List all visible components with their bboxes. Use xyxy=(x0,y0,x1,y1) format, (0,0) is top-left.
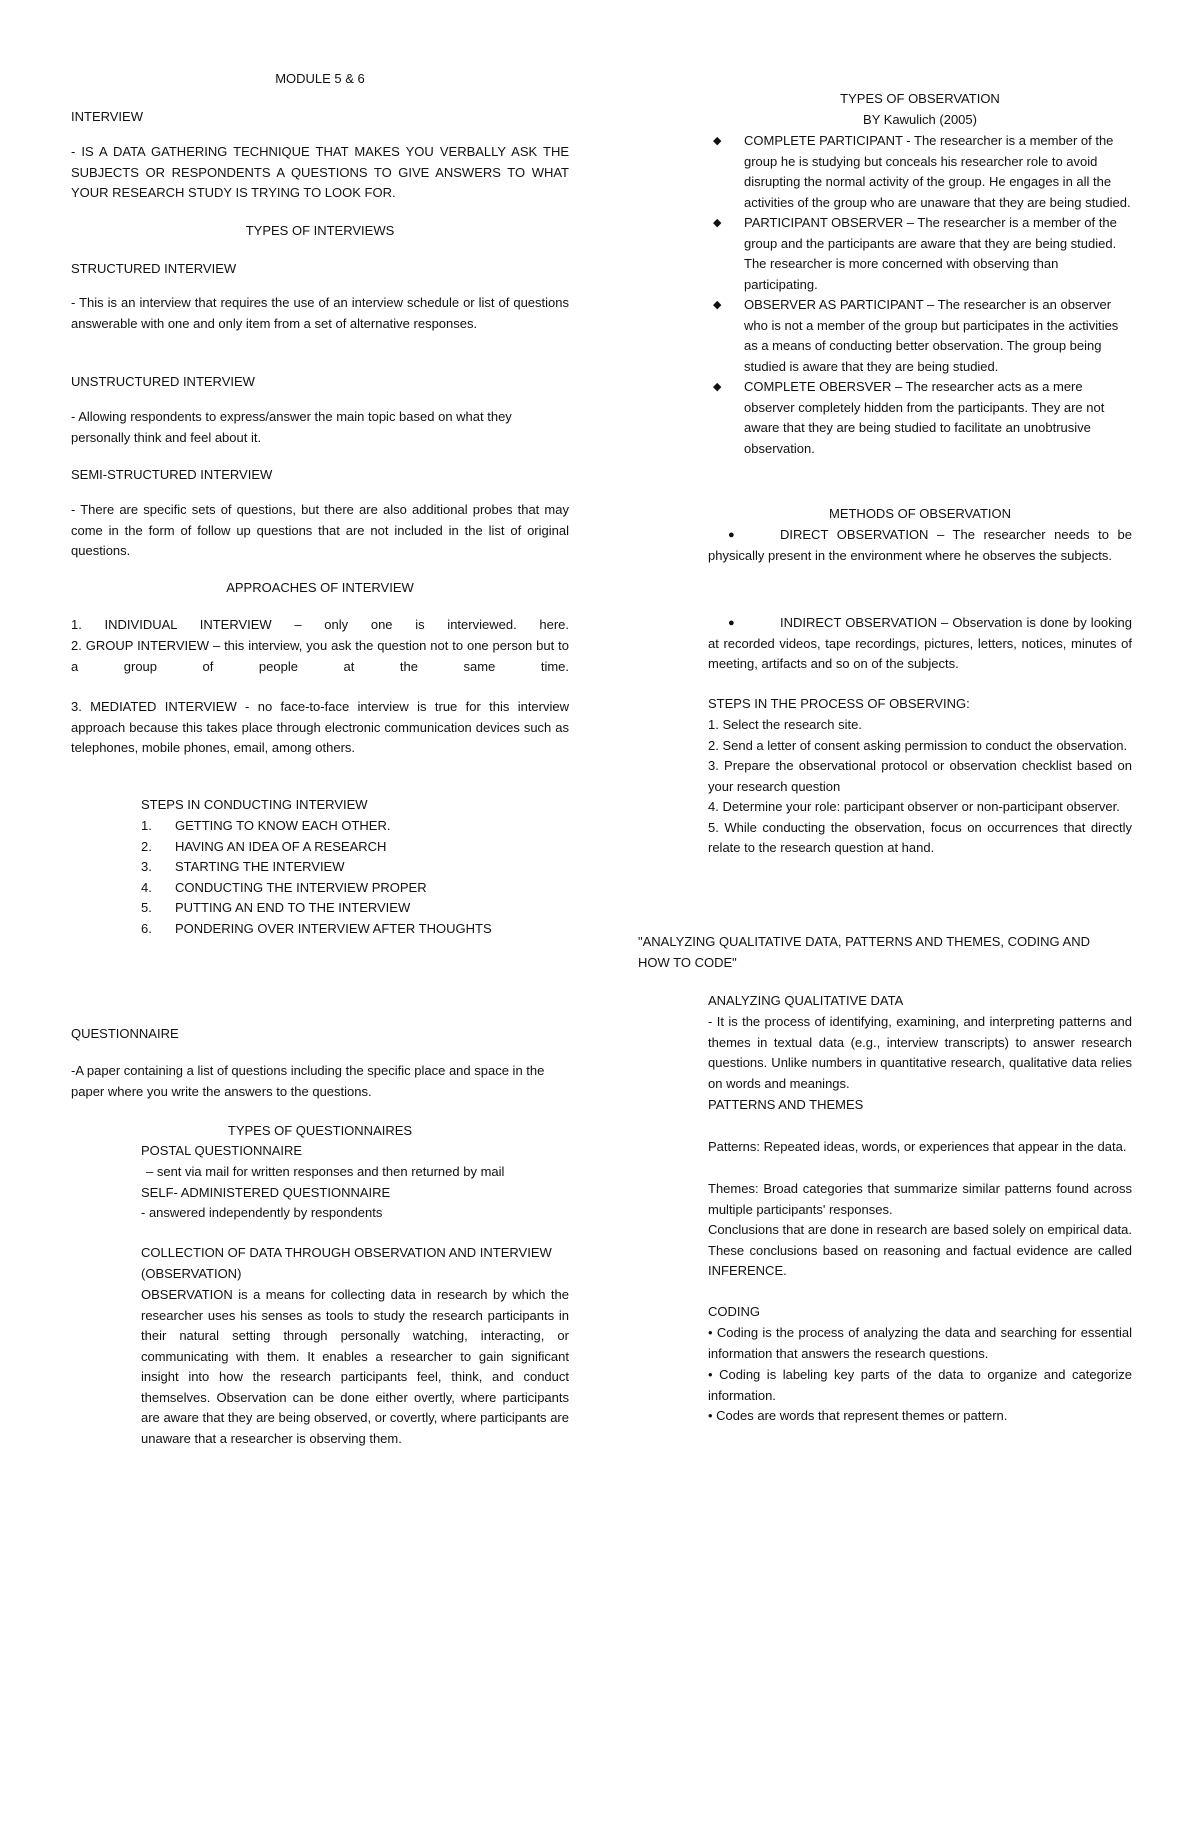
list-item: 4. Determine your role: participant observer or non-participant observer. xyxy=(708,799,1120,814)
step-text: GETTING TO KNOW EACH OTHER. xyxy=(175,818,391,833)
types-of-questionnaires-heading: TYPES OF QUESTIONNAIRES xyxy=(227,1123,413,1138)
bullet-icon: ◆ xyxy=(713,381,722,393)
steps-interview-heading: STEPS IN CONDUCTING INTERVIEW xyxy=(141,797,368,812)
observation-type-text: PARTICIPANT OBSERVER – The researcher is a member of the group and the participants are aware that they are being studied. The researcher is more concerned with observing than participating. xyxy=(744,215,1117,292)
interview-definition: - IS A DATA GATHERING TECHNIQUE THAT MAKES YOU VERBALLY ASK THE SUBJECTS OR RESPONDENTS A QUESTIONS TO GIVE ANSWERS TO WHAT YOUR RESEARCH STUDY IS TRYING TO LOOK FOR. xyxy=(71,144,569,200)
observation-text: OBSERVATION is a means for collecting data in research by which the researcher uses his senses as tools to study the research participants in their natural setting through personally watching, interacting, or communicating with them. It enables a researcher to gain significant insight into how the research participants feel, think, and conduct themselves. Observation can be done either overtly, where participants are aware that they are being observed, or covertly, where participants are unaware that a researcher is observing them. xyxy=(141,1287,569,1446)
questionnaire-definition: -A paper containing a list of questions including the specific place and space in the paper where you write the answers to the questions. xyxy=(71,1063,545,1099)
bullet-icon: ◆ xyxy=(713,217,722,229)
semi-structured-interview-text: - There are specific sets of questions, but there are also additional probes that may come in the form of follow up questions that are not included in the list of original questions. xyxy=(71,502,569,558)
self-administered-text: - answered independently by respondents xyxy=(141,1205,383,1220)
step-number: 3. xyxy=(141,859,152,874)
list-item: 3. Prepare the observational protocol or observation checklist based on your research question xyxy=(708,758,1132,794)
methods-of-observation-heading: METHODS OF OBSERVATION xyxy=(828,506,1012,521)
bullet-icon: ● xyxy=(728,617,735,629)
approach-mediated: 3. MEDIATED INTERVIEW - no face-to-face interview is true for this interview approach because this takes place through electronic communication devices such as telephones, mobile phones, email, among others. xyxy=(71,699,569,755)
collection-heading: COLLECTION OF DATA THROUGH OBSERVATION AND INTERVIEW (OBSERVATION) xyxy=(141,1245,552,1281)
list-item: 5. While conducting the observation, focus on occurrences that directly relate to the research question at hand. xyxy=(708,819,1132,855)
step-number: 2. xyxy=(141,838,152,854)
step-text: HAVING AN IDEA OF A RESEARCH xyxy=(175,838,387,854)
step-number: 5. xyxy=(141,900,152,915)
steps-observing-heading: STEPS IN THE PROCESS OF OBSERVING: xyxy=(708,696,970,711)
steps-observing-list xyxy=(708,715,1132,859)
direct-observation-text: DIRECT OBSERVATION – The researcher needs to be physically present in the environment where he observes the subjects. xyxy=(708,527,1132,563)
types-of-observation-list xyxy=(713,131,1132,459)
analyzing-section-title: "ANALYZING QUALITATIVE DATA, PATTERNS AND THEMES, CODING AND HOW TO CODE" xyxy=(638,934,1090,970)
observation-type-text: COMPLETE OBERSVER – The researcher acts as a mere observer completely hidden from the participants. They are not aware that they are being studied to facilitate an unobtrusive observation. xyxy=(744,379,1105,456)
bullet-icon: ● xyxy=(728,529,735,541)
step-number: 1. xyxy=(141,818,152,833)
coding-heading: CODING xyxy=(708,1304,760,1319)
patterns-themes-heading: PATTERNS AND THEMES xyxy=(708,1097,864,1112)
postal-questionnaire-heading: POSTAL QUESTIONNAIRE xyxy=(141,1143,303,1158)
questionnaire-heading: QUESTIONNAIRE xyxy=(71,1026,179,1041)
self-administered-heading: SELF- ADMINISTERED QUESTIONNAIRE xyxy=(141,1185,391,1200)
list-item: 2. Send a letter of consent asking permission to conduct the observation. xyxy=(708,737,1128,753)
step-number: 4. xyxy=(141,879,152,895)
list-item xyxy=(141,919,561,940)
coding-point-1: • Coding is the process of analyzing the data and searching for essential information that answers the research questions. xyxy=(708,1325,1132,1361)
step-number: 6. xyxy=(141,920,152,936)
list-item: 1. Select the research site. xyxy=(708,717,862,732)
observation-type-text: OBSERVER AS PARTICIPANT – The researcher is an observer who is not a member of the group but participates in the activities as a means of conducting better observation. The group being studied is aware that they are being studied. xyxy=(744,297,1119,374)
step-text: CONDUCTING THE INTERVIEW PROPER xyxy=(175,879,427,895)
coding-point-2: • Coding is labeling key parts of the data to organize and categorize information. xyxy=(708,1367,1132,1403)
structured-interview-heading: STRUCTURED INTERVIEW xyxy=(71,261,237,276)
analyzing-qualitative-text: - It is the process of identifying, examining, and interpreting patterns and themes in textual data (e.g., interview transcripts) to answer research questions. Unlike numbers in quantitative research, qualitative data relies on words and meanings. xyxy=(708,1014,1132,1091)
postal-questionnaire-text: – sent via mail for written responses and then returned by mail xyxy=(146,1164,505,1179)
analyzing-qualitative-heading: ANALYZING QUALITATIVE DATA xyxy=(708,993,904,1008)
approach-individual: 1. INDIVIDUAL INTERVIEW – only one is interviewed. here. xyxy=(71,617,569,632)
list-item xyxy=(141,857,561,878)
step-text: STARTING THE INTERVIEW xyxy=(175,859,345,874)
list-item xyxy=(141,898,561,919)
list-item xyxy=(141,878,561,899)
step-text: PUTTING AN END TO THE INTERVIEW xyxy=(175,900,411,915)
module-title: MODULE 5 & 6 xyxy=(275,71,365,86)
approach-group: 2. GROUP INTERVIEW – this interview, you ask the question not to one person but to a group of people at the same time. xyxy=(71,638,569,674)
approaches-heading: APPROACHES OF INTERVIEW xyxy=(226,580,414,595)
indirect-observation xyxy=(708,613,1132,675)
conclusions-text: Conclusions that are done in research are based solely on empirical data. These conclusions based on reasoning and factual evidence are called INFERENCE. xyxy=(708,1222,1132,1278)
types-of-observation-heading: TYPES OF OBSERVATION xyxy=(840,91,1000,106)
list-item xyxy=(713,295,1132,377)
direct-observation xyxy=(708,525,1132,566)
steps-interview-list xyxy=(141,816,561,939)
bullet-icon: ◆ xyxy=(713,299,722,311)
coding-point-3: • Codes are words that represent themes or pattern. xyxy=(708,1408,1008,1423)
structured-interview-text: - This is an interview that requires the use of an interview schedule or list of questions answerable with one and only item from a set of alternative responses. xyxy=(71,295,569,331)
patterns-text: Patterns: Repeated ideas, words, or experiences that appear in the data. xyxy=(708,1139,1127,1154)
list-item xyxy=(141,816,561,837)
list-item xyxy=(141,837,561,858)
observation-type-text: COMPLETE PARTICIPANT - The researcher is a member of the group he is studying but conceals his researcher role to avoid disrupting the normal activity of the group. He engages in all the activities of the group who are unaware that they are being studied. xyxy=(744,133,1131,210)
list-item xyxy=(713,213,1132,295)
unstructured-interview-text: - Allowing respondents to express/answer the main topic based on what they personally think and feel about it. xyxy=(71,409,512,445)
types-of-observation-author: BY Kawulich (2005) xyxy=(863,112,977,127)
types-of-interviews-heading: TYPES OF INTERVIEWS xyxy=(245,223,395,238)
themes-text: Themes: Broad categories that summarize similar patterns found across multiple participants' responses. xyxy=(708,1181,1132,1217)
indirect-observation-text: INDIRECT OBSERVATION – Observation is done by looking at recorded videos, tape recordings, pictures, letters, notices, minutes of meeting, artifacts and so on of the subjects. xyxy=(708,615,1132,671)
interview-heading: INTERVIEW xyxy=(71,109,143,124)
semi-structured-interview-heading: SEMI-STRUCTURED INTERVIEW xyxy=(71,467,273,482)
bullet-icon: ◆ xyxy=(713,135,722,147)
step-text: PONDERING OVER INTERVIEW AFTER THOUGHTS xyxy=(175,920,492,936)
list-item xyxy=(713,131,1132,213)
unstructured-interview-heading: UNSTRUCTURED INTERVIEW xyxy=(71,374,255,389)
list-item xyxy=(713,377,1132,459)
